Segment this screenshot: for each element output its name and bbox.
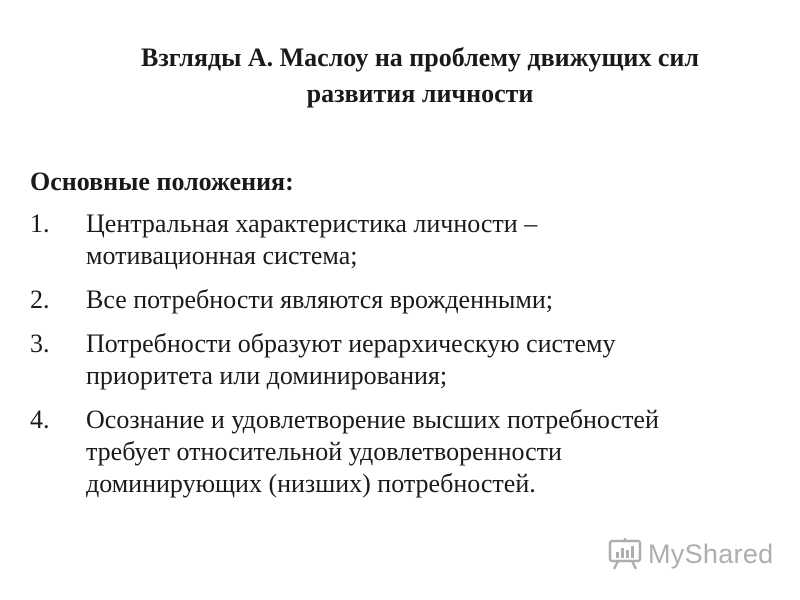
list-item-line: приоритета или доминирования;	[86, 361, 448, 390]
numbered-list	[30, 208, 780, 512]
list-item	[30, 208, 780, 272]
list-item	[30, 284, 780, 316]
list-item-line: Все потребности являются врожденными;	[86, 285, 553, 314]
watermark	[608, 536, 773, 572]
slide-title-line: Взгляды А. Маслоу на проблему движущих сил	[140, 43, 699, 72]
list-item-text	[86, 404, 780, 500]
slide-title-line: развития личности	[306, 79, 534, 108]
list-item-number: 4.	[30, 405, 50, 434]
list-item-text	[86, 328, 780, 392]
list-item	[30, 404, 780, 500]
list-item-number: 3.	[30, 329, 50, 358]
list-item	[30, 328, 780, 392]
list-item-line: Центральная характеристика личности –	[86, 209, 538, 238]
list-item-line: Потребности образуют иерархическую систему	[86, 329, 616, 358]
list-item-line: мотивационная система;	[86, 241, 358, 270]
list-item-line: требует относительной удовлетворенности	[86, 437, 562, 466]
list-item-text	[86, 284, 780, 316]
list-item-line: доминирующих (низших) потребностей.	[86, 469, 536, 498]
list-item-number: 1.	[30, 209, 50, 238]
list-item-line: Осознание и удовлетворение высших потребностей	[86, 405, 659, 434]
list-item-text	[86, 208, 780, 272]
slide-title	[40, 40, 800, 112]
presentation-board-icon	[608, 537, 642, 571]
list-item-number: 2.	[30, 285, 50, 314]
watermark-text: MyShared	[648, 538, 774, 569]
section-heading: Основные положения:	[30, 167, 294, 196]
